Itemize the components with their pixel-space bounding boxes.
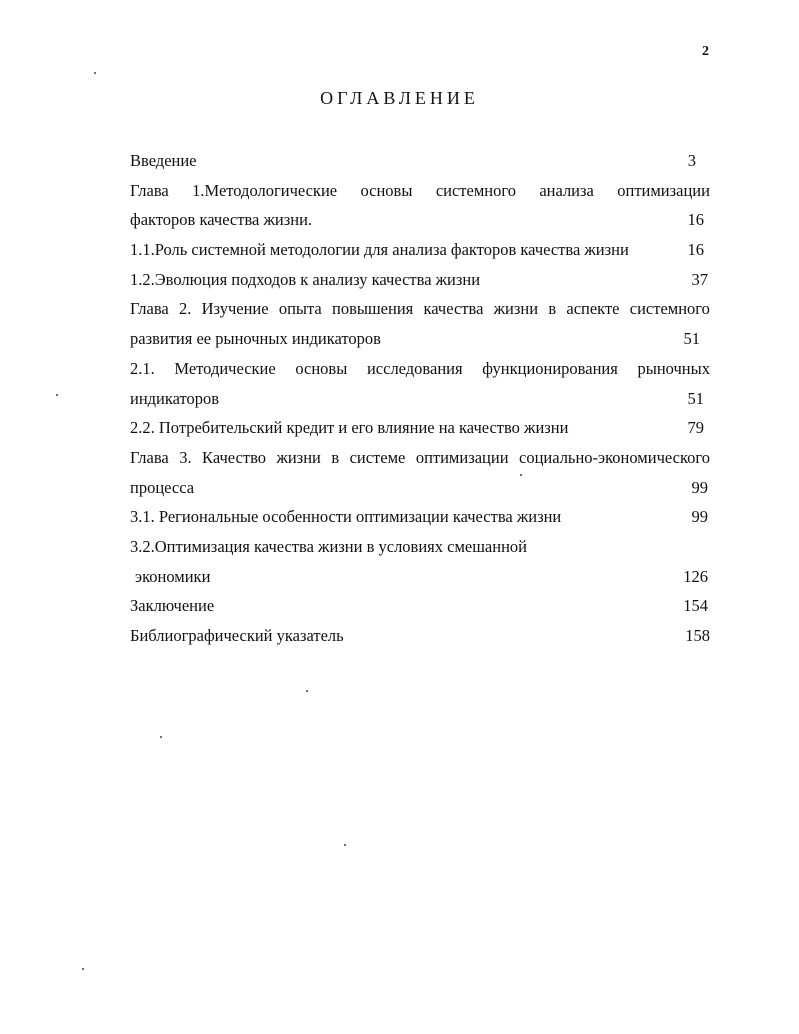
toc-entry-page: 51 bbox=[683, 329, 700, 349]
toc-word: рыночных bbox=[637, 358, 710, 378]
toc-entry-section-3-2-line-1 bbox=[130, 532, 710, 562]
toc-entry-section-2-1-line-2 bbox=[130, 384, 710, 414]
toc-entry-label: развития ее рыночных индикаторов bbox=[130, 329, 381, 349]
scan-speck bbox=[344, 844, 346, 846]
toc-word: Методические bbox=[174, 358, 276, 378]
toc-entry-label: Введение bbox=[130, 151, 197, 170]
toc-entry-section-1-1 bbox=[130, 235, 710, 265]
toc-word: в bbox=[548, 299, 557, 319]
scan-speck bbox=[520, 474, 522, 476]
toc-entry-label: 1.1.Роль системной методологии для анализа факторов качества жизни bbox=[130, 240, 629, 260]
toc-word: жизни bbox=[276, 447, 321, 467]
page-title: ОГЛАВЛЕНИЕ bbox=[320, 88, 479, 108]
toc-word: 2. bbox=[179, 299, 192, 319]
scan-speck bbox=[82, 968, 84, 970]
toc-entry-label: индикаторов bbox=[130, 388, 220, 408]
toc-word: в bbox=[331, 447, 340, 467]
toc-word: анализа bbox=[539, 180, 594, 200]
toc-entry-chapter-2-line-2 bbox=[130, 324, 710, 354]
toc-entry-bibliography bbox=[130, 621, 710, 651]
toc-word: оптимизации bbox=[617, 180, 710, 200]
toc-entry-chapter-1-line-1 bbox=[130, 176, 710, 206]
toc-entry-section-1-2 bbox=[130, 265, 710, 295]
toc-word: повышения bbox=[332, 299, 414, 319]
toc-entry-intro bbox=[130, 146, 710, 176]
toc-entry-page: 3 bbox=[687, 151, 696, 170]
toc-entry-page: 126 bbox=[683, 566, 708, 586]
toc-word: 2.1. bbox=[130, 358, 155, 378]
toc-word: аспекте bbox=[566, 299, 620, 319]
toc-word: Глава bbox=[130, 299, 169, 319]
toc-entry-label: 2.2. Потребительский кредит и его влияние на качество жизни bbox=[130, 418, 569, 438]
toc-entry-page: 79 bbox=[687, 418, 704, 438]
toc-word: основы bbox=[360, 180, 413, 200]
toc-entry-chapter-1-line-2 bbox=[130, 205, 710, 235]
toc-entry-page: 37 bbox=[691, 269, 708, 289]
toc-entry-section-2-1-line-1 bbox=[130, 354, 710, 384]
toc-entry-label: 3.1. Региональные особенности оптимизации качества жизни bbox=[130, 507, 562, 527]
table-of-contents bbox=[130, 146, 710, 651]
toc-word: социально-экономического bbox=[519, 447, 710, 467]
toc-entry-page: 154 bbox=[683, 596, 708, 616]
scan-speck bbox=[56, 394, 58, 396]
toc-word: Качество bbox=[202, 447, 266, 467]
toc-entry-chapter-2-line-1 bbox=[130, 294, 710, 324]
toc-word: системе bbox=[349, 447, 406, 467]
toc-entry-section-3-1 bbox=[130, 502, 710, 532]
toc-entry-page: 51 bbox=[687, 388, 704, 408]
toc-word: Глава bbox=[130, 447, 169, 467]
toc-word: оптимизации bbox=[415, 447, 509, 467]
toc-entry-label: Заключение bbox=[130, 596, 215, 616]
toc-entry-conclusion bbox=[130, 591, 710, 621]
scan-speck bbox=[160, 736, 162, 738]
toc-word: опыта bbox=[278, 299, 322, 319]
toc-word: функционирования bbox=[482, 358, 618, 378]
toc-word: основы bbox=[295, 358, 348, 378]
toc-word: системного bbox=[629, 299, 710, 319]
toc-entry-page: 158 bbox=[685, 626, 710, 645]
toc-entry-label: факторов качества жизни. bbox=[130, 210, 313, 230]
toc-word: системного bbox=[435, 180, 516, 200]
toc-entry-section-3-2-line-2 bbox=[130, 562, 710, 592]
toc-entry-page: 99 bbox=[691, 507, 708, 527]
toc-word: жизни bbox=[493, 299, 539, 319]
toc-word: 3. bbox=[179, 447, 192, 467]
toc-entry-label: процесса bbox=[130, 477, 195, 497]
toc-entry-page: 16 bbox=[687, 240, 704, 260]
toc-word: Глава bbox=[130, 180, 169, 200]
toc-word: исследования bbox=[366, 358, 463, 378]
scan-speck bbox=[306, 690, 308, 692]
toc-entry-page: 16 bbox=[687, 210, 704, 230]
toc-entry-label: 3.2.Оптимизация качества жизни в условиях смешанной bbox=[130, 536, 527, 556]
toc-entry-section-2-2 bbox=[130, 413, 710, 443]
page-number: 2 bbox=[702, 44, 709, 59]
toc-entry-chapter-3-line-2 bbox=[130, 473, 710, 503]
toc-word: 1.Методологические bbox=[192, 180, 338, 200]
toc-word: Изучение bbox=[201, 299, 269, 319]
scan-speck bbox=[94, 72, 96, 74]
toc-entry-label: Библиографический указатель bbox=[130, 626, 344, 645]
toc-entry-label: 1.2.Эволюция подходов к анализу качества жизни bbox=[130, 269, 481, 289]
toc-word: качества bbox=[423, 299, 484, 319]
toc-entry-label: экономики bbox=[135, 566, 211, 586]
toc-entry-chapter-3-line-1 bbox=[130, 443, 710, 473]
toc-entry-page: 99 bbox=[691, 477, 708, 497]
